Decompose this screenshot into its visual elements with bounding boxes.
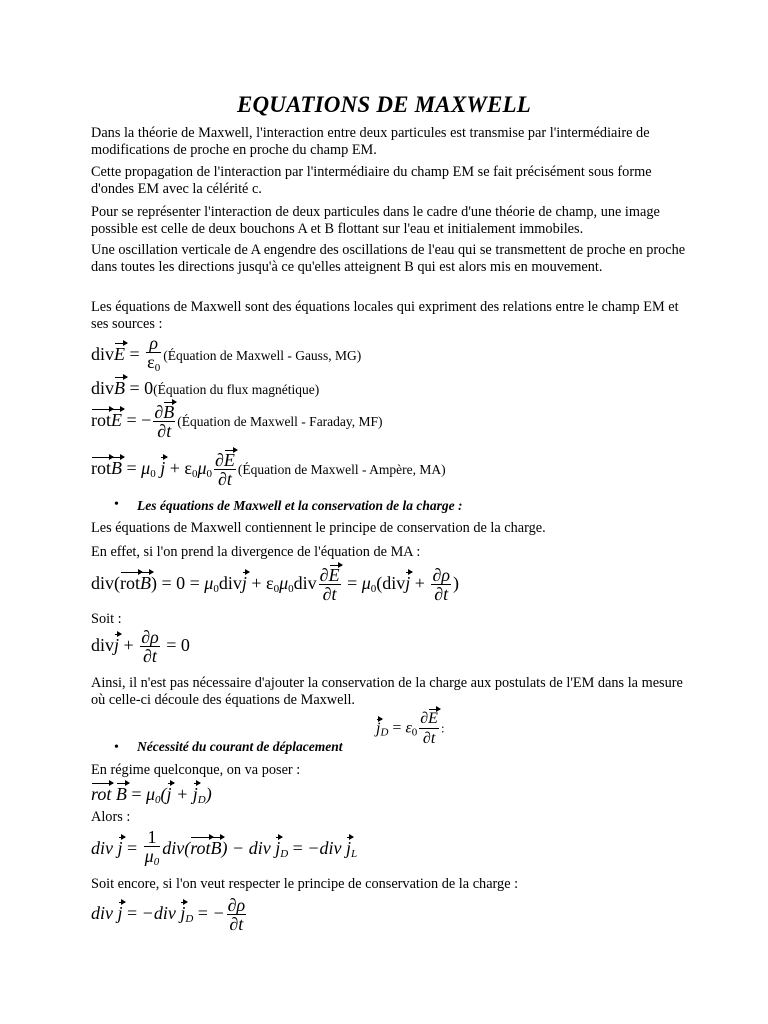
paragraph-soit: Soit : [91,611,122,627]
bullet-marker-2: • [114,740,119,755]
paragraph-alors: Alors : [91,809,131,825]
paragraph-propagation: Cette propagation de l'interaction par l'intermédiaire du champ EM se fait précisément sous forme d'ondes EM avec la célérité c. [91,164,652,197]
paragraph-divergence: En effet, si l'on prend la divergence de l'équation de MA : [91,544,421,560]
equation-div-j: div j = $\frac{1}{\mu_0}$ div(rotB) − div $j_D = -div$ $j_L$ [91,828,357,872]
paragraph-oscillation: Une oscillation verticale de A engendre des oscillations de l'eau qui se transmettent de proche en proche dans toutes les directions jusqu'à ce qu'elles atteignent B qui est alors mis en mouvement. [91,242,686,275]
paragraph-regime: En régime quelconque, on va poser : [91,762,301,778]
equation-rot-b: rot $B = \mu_0(j + j_D)$ [91,784,212,806]
paragraph-ainsi: Ainsi, il n'est pas nécessaire d'ajouter la conservation de la charge aux postulats de l'EM dans la mesure où celle-ci découle des équations de Maxwell. [91,675,683,708]
section-heading-conservation: Les équations de Maxwell et la conservation de la charge : [137,498,463,513]
paragraph-conservation: Les équations de Maxwell contiennent le principe de conservation de la charge. [91,520,546,536]
equation-maxwell-faraday: rotE = − $\frac{\partial B}{\partial t}$ (Équation de Maxwell - Faraday, MF) [91,402,383,441]
equation-div-j-d: div j = −div $j_D$ = − $\frac{\partial\rho}{\partial t}$ [91,895,246,934]
equation-divergence-ma: div(rotB) = $0 = \mu_0divj + \varepsilon_0\mu_0div$ $\frac{\partial E}{\partial t}$ = $\mu_0(divj$ + $\frac{\partial\rho}{\partial t}$ ) [91,565,459,604]
equation-flux-magnetique: divB = 0(Équation du flux magnétique) [91,378,320,398]
bullet-marker: • [114,497,119,512]
equation-maxwell-gauss: divE = $\frac{\rho}{\varepsilon_0}$ (Équation de Maxwell - Gauss, MG) [91,334,361,378]
equation-label-mf: (Équation de Maxwell - Faraday, MF) [177,414,383,430]
equation-label-flux: (Équation du flux magnétique) [153,382,320,397]
page-title: EQUATIONS DE MAXWELL [236,92,532,117]
equation-maxwell-ampere: rotB = $\mu_0$ $j + \varepsilon_0\mu_0$ $\frac{\partial E}{\partial t}$ (Équation de Maxwell - Ampère, MA) [91,450,446,489]
paragraph-equations-locales: Les équations de Maxwell sont des équations locales qui expriment des relations entre le champ EM et ses sources : [91,299,679,332]
equation-courant-deplacement: $j_D = \varepsilon_0$ $\frac{\partial E}{\partial t}$ : [376,710,445,747]
equation-continuite: divj + $\frac{\partial\rho}{\partial t}$ = 0 [91,627,190,666]
section-heading-deplacement: Nécessité du courant de déplacement [137,739,343,754]
paragraph-soit-encore: Soit encore, si l'on veut respecter le principe de conservation de la charge : [91,876,519,892]
equation-label-ma: (Équation de Maxwell - Ampère, MA) [237,462,446,478]
equation-label-mg: (Équation de Maxwell - Gauss, MG) [163,348,362,364]
paragraph-bouchons: Pour se représenter l'interaction de deux particules dans le cadre d'une théorie de champ, une image possible est celle de deux bouchons A et B flottant sur l'eau et initialement immobiles. [91,204,660,237]
paragraph-intro: Dans la théorie de Maxwell, l'interaction entre deux particules est transmise par l'intermédiaire de modifications de proche en proche du champ EM. [91,125,650,158]
